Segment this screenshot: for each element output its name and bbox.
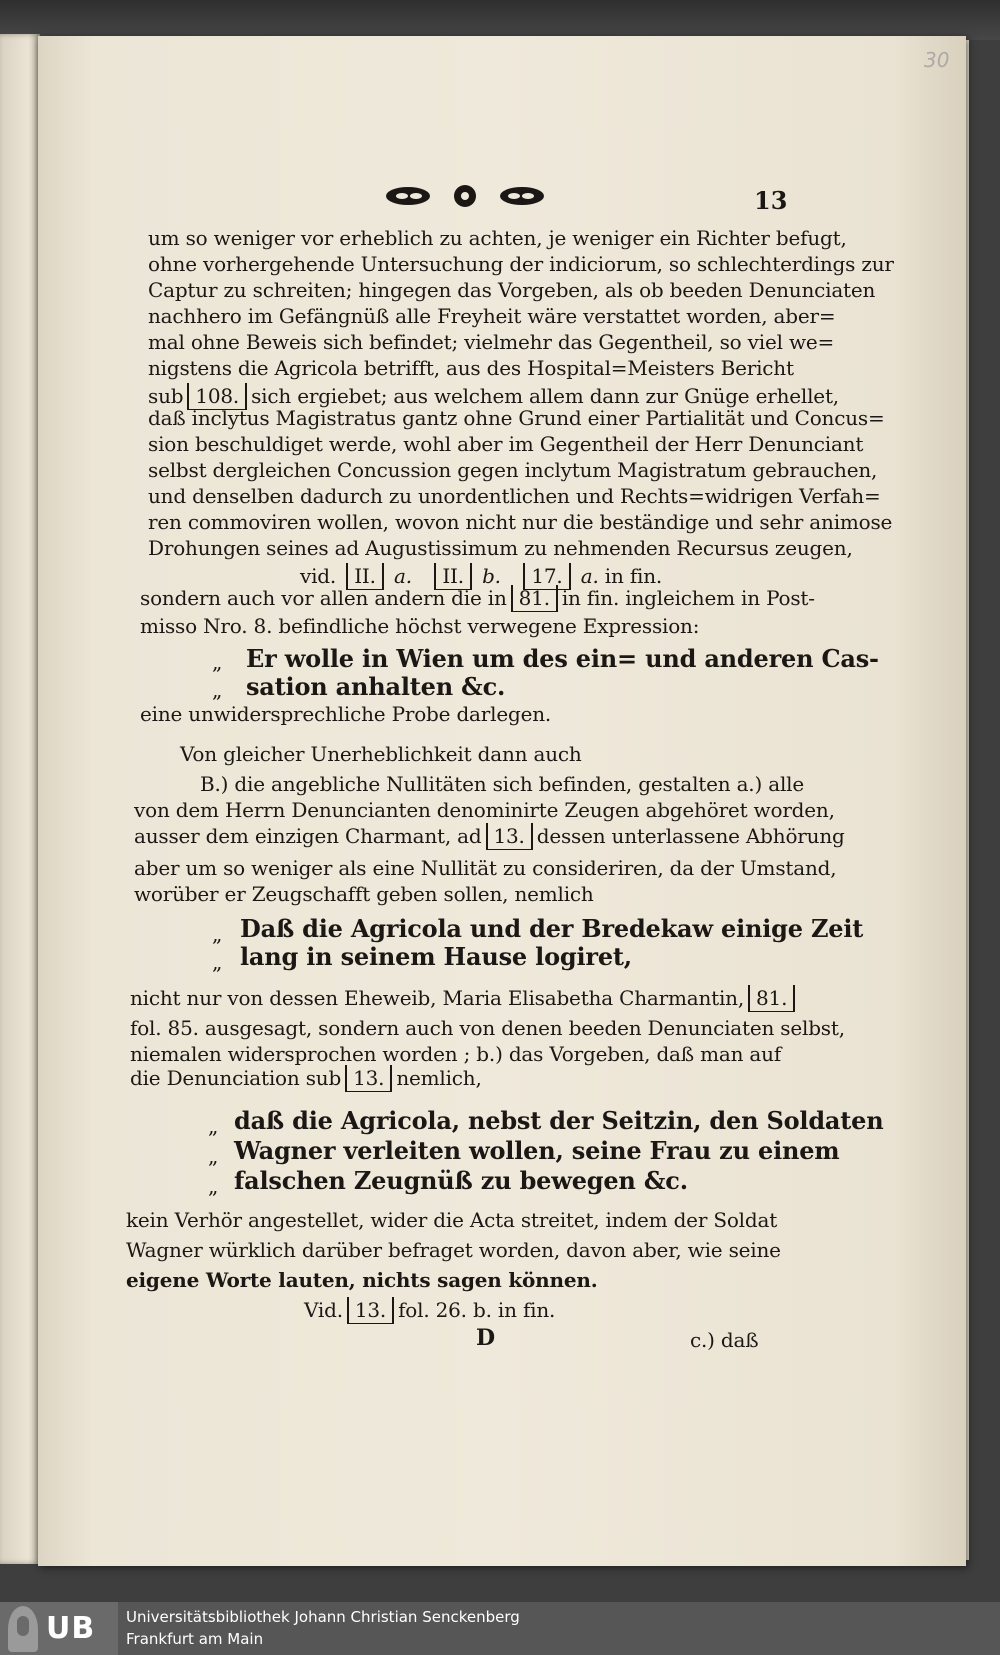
text-fragment: ausser dem einzigen Charmant, ad bbox=[134, 824, 482, 848]
text-line: niemalen widersprochen worden ; b.) das Vorgeben, daß man auf bbox=[130, 1042, 782, 1066]
text-line: misso Nro. 8. befindliche höchst verwegene Expression: bbox=[140, 614, 700, 638]
vid-reference-line bbox=[304, 1292, 555, 1328]
ornament-icon bbox=[380, 178, 550, 214]
quote-mark: „ bbox=[208, 1114, 219, 1138]
text-line: aber um so weniger als eine Nullität zu consideriren, da der Umstand, bbox=[134, 856, 837, 880]
text-line-rest: sich ergiebet; aus welchem allem dann zur Gnüge erhellet, bbox=[251, 384, 839, 408]
reference-box: II. bbox=[434, 563, 472, 590]
text-line: Captur zu schreiten; hingegen das Vorgeben, als ob beeden Denunciaten bbox=[148, 278, 876, 302]
text-line: und denselben dadurch zu unordentlichen und Rechts=widrigen Verfah= bbox=[148, 484, 881, 508]
library-name-line2: Frankfurt am Main bbox=[126, 1630, 264, 1648]
text-line bbox=[140, 580, 815, 616]
ref-letter: a. bbox=[393, 564, 412, 588]
reference-box: 108. bbox=[187, 383, 247, 410]
reference-box: 13. bbox=[347, 1297, 394, 1324]
text-fragment: sondern auch vor allen andern die in bbox=[140, 586, 507, 610]
quote-line: Er wolle in Wien um des ein= und anderen Cas- bbox=[246, 644, 879, 673]
text-line: ren commoviren wollen, wovon nicht nur die beständige und sehr animose bbox=[148, 510, 893, 534]
text-line: selbst dergleichen Concussion gegen inclytum Magistratum gebrauchen, bbox=[148, 458, 878, 482]
text-line: kein Verhör angestellet, wider die Acta streitet, indem der Soldat bbox=[126, 1208, 778, 1232]
reference-box: 81. bbox=[511, 585, 558, 612]
text-fragment: in fin. ingleichem in Post- bbox=[561, 586, 815, 610]
quote-line: falschen Zeugnüß zu bewegen &c. bbox=[234, 1166, 688, 1195]
text-line: fol. 85. ausgesagt, sondern auch von denen beeden Denunciaten selbst, bbox=[130, 1016, 845, 1040]
library-footer-banner bbox=[0, 1602, 1000, 1655]
quote-mark: „ bbox=[212, 922, 223, 946]
text-line bbox=[130, 980, 799, 1016]
text-line: von dem Herrn Denuncianten denominirte Zeugen abgehöret worden, bbox=[134, 798, 835, 822]
reference-box: 13. bbox=[345, 1065, 392, 1092]
text-line: eine unwidersprechliche Probe darlegen. bbox=[140, 702, 552, 726]
quote-line: Daß die Agricola und der Bredekaw einige Zeit bbox=[240, 914, 864, 943]
quote-mark: „ bbox=[212, 650, 223, 674]
vid-label: Vid. bbox=[304, 1298, 343, 1322]
vid-tail: in fin. bbox=[604, 564, 663, 588]
quote-line: lang in seinem Hause logiret, bbox=[240, 942, 632, 971]
text-line: ohne vorhergehende Untersuchung der indiciorum, so schlechterdings zur bbox=[148, 252, 894, 276]
quote-mark: „ bbox=[208, 1174, 219, 1198]
text-fragment: nicht nur von dessen Eheweib, Maria Elisabetha Charmantin, bbox=[130, 986, 745, 1010]
text-line bbox=[134, 818, 845, 854]
text-line: Von gleicher Unerheblichkeit dann auch bbox=[180, 742, 582, 766]
text-fragment: nemlich, bbox=[396, 1066, 482, 1090]
reference-box: 13. bbox=[486, 823, 533, 850]
reference-box: II. bbox=[346, 563, 384, 590]
quote-mark: „ bbox=[212, 678, 223, 702]
text-line: Wagner würklich darüber befraget worden, davon aber, wie seine bbox=[126, 1238, 781, 1262]
text-line: B.) die angebliche Nullitäten sich befinden, gestalten a.) alle bbox=[200, 772, 804, 796]
quote-line: daß die Agricola, nebst der Seitzin, den Soldaten bbox=[234, 1106, 884, 1135]
vid-tail: fol. 26. b. in fin. bbox=[398, 1298, 556, 1322]
text-line: Drohungen seines ad Augustissimum zu nehmenden Recursus zeugen, bbox=[148, 536, 853, 560]
vid-label: vid. bbox=[300, 564, 337, 588]
text-line: eigene Worte lauten, nichts sagen können. bbox=[126, 1268, 598, 1292]
ref-letter: a. bbox=[580, 564, 599, 588]
quote-mark: „ bbox=[212, 950, 223, 974]
library-emblem-icon bbox=[8, 1606, 38, 1652]
text-fragment: dessen unterlassene Abhörung bbox=[536, 824, 845, 848]
library-name bbox=[126, 1606, 520, 1650]
library-logo bbox=[0, 1602, 118, 1655]
catchword: c.) daß bbox=[690, 1328, 759, 1352]
signature-mark: D bbox=[476, 1325, 495, 1351]
reference-box: 17. bbox=[523, 563, 570, 590]
text-line: nachhero im Gefängnüß alle Freyheit wäre verstattet worden, aber= bbox=[148, 304, 836, 328]
quote-line: sation anhalten &c. bbox=[246, 672, 506, 701]
quote-mark: „ bbox=[208, 1144, 219, 1168]
text-line: worüber er Zeugschafft geben sollen, nemlich bbox=[134, 882, 594, 906]
text-line: sion beschuldiget werde, wohl aber im Gegentheil der Herr Denunciant bbox=[148, 432, 864, 456]
archive-folio-number: 30 bbox=[924, 48, 950, 72]
text-line: um so weniger vor erheblich zu achten, je weniger ein Richter befugt, bbox=[148, 226, 847, 250]
text-line bbox=[130, 1060, 482, 1096]
logo-text: UB bbox=[46, 1611, 96, 1646]
reference-box: 81. bbox=[748, 985, 795, 1012]
text-line: mal ohne Beweis sich befindet; vielmehr das Gegentheil, so viel we= bbox=[148, 330, 835, 354]
page-number: 13 bbox=[754, 186, 788, 215]
quote-line: Wagner verleiten wollen, seine Frau zu einem bbox=[234, 1136, 840, 1165]
sub-prefix: sub bbox=[148, 384, 184, 408]
ref-letter: b. bbox=[482, 564, 501, 588]
library-name-line1: Universitätsbibliothek Johann Christian Senckenberg bbox=[126, 1608, 520, 1626]
text-line: daß inclytus Magistratus gantz ohne Grund einer Partialität und Concus= bbox=[148, 406, 885, 430]
text-line: nigstens die Agricola betrifft, aus des Hospital=Meisters Bericht bbox=[148, 356, 794, 380]
text-fragment: die Denunciation sub bbox=[130, 1066, 342, 1090]
